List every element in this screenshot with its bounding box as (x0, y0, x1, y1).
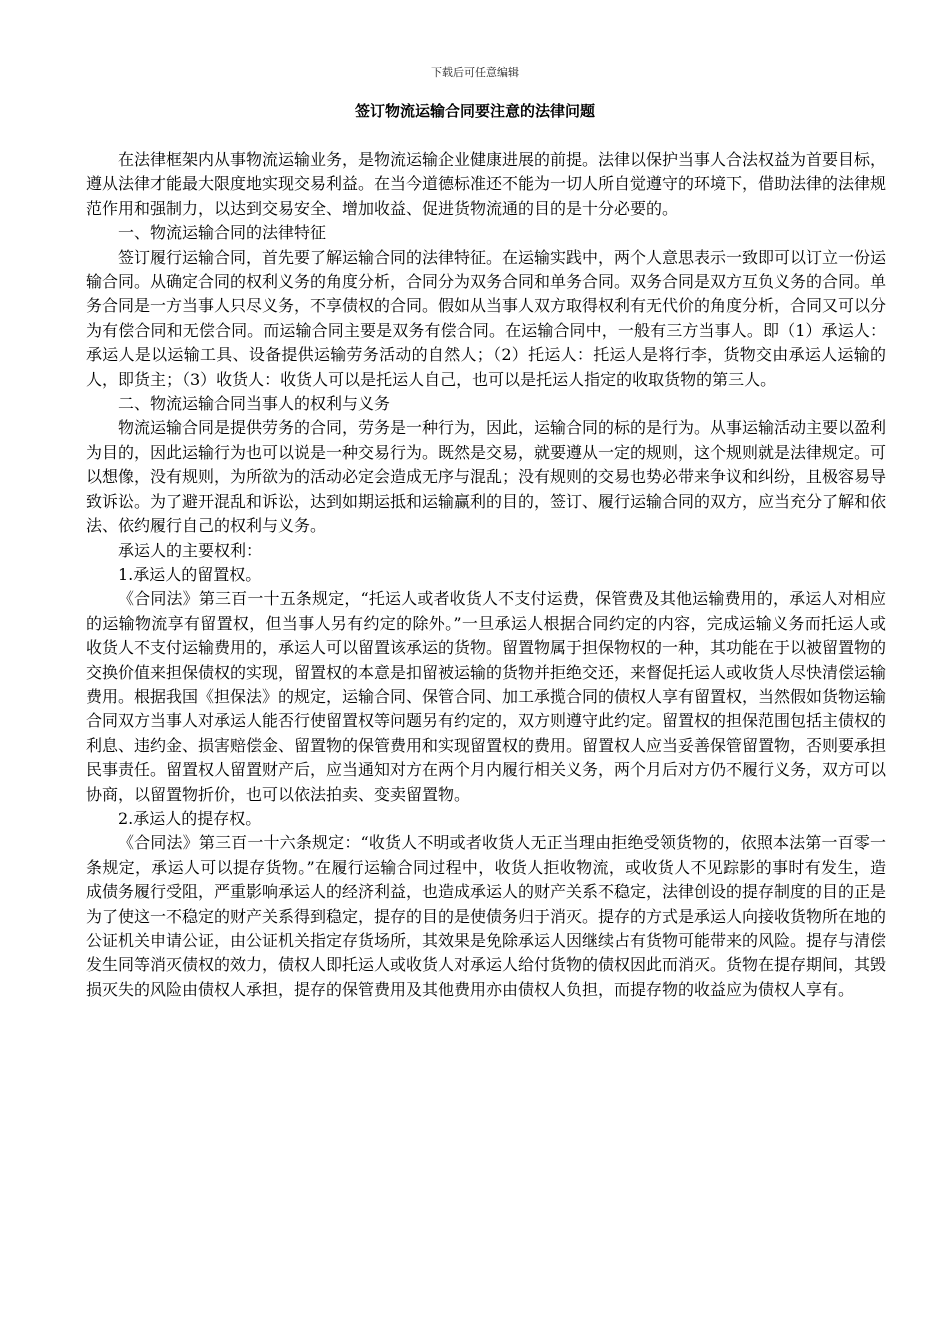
subheading-lien-right: 1.承运人的留置权。 (118, 564, 262, 584)
paragraph-deposit-right: 《合同法》第三百一十六条规定：“收货人不明或者收货人无正当理由拒绝受领货物的，依照本法第一百零一条规定，承运人可以提存货物。”在履行运输合同过程中，收货人拒收物流，或收货人不见踪影的事时有发生，造成债务履行受阻，严重影响承运人的经济利益，也造成承运人的财产关系不稳定，法律创设的提存制度的目的正是为了使这一不稳定的财产关系得到稳定，提存的目的是使债务归于消灭。提存的方式是承运人向接收货物所在地的公证机关申请公证，由公证机关指定存货场所，其效果是免除承运人因继续占有货物可能带来的风险。提存与清偿发生同等消灭债权的效力，债权人即托运人或收货人对承运人给付货物的债权因此而消灭。货物在提存期间，其毁损灭失的风险由债权人承担，提存的保管费用及其他费用亦由债权人负担，而提存物的收益应为债权人享有。 (86, 833, 887, 999)
paragraph-section-1: 签订履行运输合同，首先要了解运输合同的法律特征。在运输实践中，两个人意思表示一致即可以订立一份运输合同。从确定合同的权利义务的角度分析，合同分为双务合同和单务合同。双务合同是双方互负义务的合同。单务合同是一方当事人只尽义务，不享债权的合同。假如从当事人双方取得权利有无代价的角度分析，合同又可以分为有偿合同和无偿合同。而运输合同主要是双务有偿合同。在运输合同中，一般有三方当事人。即（1）承运人：承运人是以运输工具、设备提供运输劳务活动的自然人；（2）托运人：托运人是将行李，货物交由承运人运输的人，即货主；（3）收货人：收货人可以是托运人自己，也可以是托运人指定的收取货物的第三人。 (86, 247, 887, 389)
subheading-carrier-rights: 承运人的主要权利： (118, 540, 263, 560)
header-note: 下载后可任意编辑 (431, 66, 519, 79)
document-title: 签订物流运输合同要注意的法律问题 (354, 102, 595, 120)
section-heading-2: 二、物流运输合同当事人的权利与义务 (118, 394, 391, 414)
document-body (86, 148, 886, 1002)
subheading-deposit-right: 2.承运人的提存权。 (118, 808, 262, 828)
paragraph-section-2: 物流运输合同是提供劳务的合同，劳务是一种行为，因此，运输合同的标的是行为。从事运输活动主要以盈利为目的，因此运输行为也可以说是一种交易行为。既然是交易，就要遵从一定的规则，这个规则就是法律规定。可以想像，没有规则，为所欲为的活动必定会造成无序与混乱；没有规则的交易也势必带来争议和纠纷，且极容易导致诉讼。为了避开混乱和诉讼，达到如期运抵和运输赢利的目的，签订、履行运输合同的双方，应当充分了解和依法、依约履行自己的权利与义务。 (86, 418, 887, 536)
paragraph-lien-right: 《合同法》第三百一十五条规定，“托运人或者收货人不支付运费，保管费及其他运输费用的，承运人对相应的运输物流享有留置权，但当事人另有约定的除外。”一旦承运人根据合同约定的内容，完成运输义务而托运人或收货人不支付运输费用的，承运人可以留置该承运的货物。留置物属于担保物权的一种，其功能在于以被留置物的交换价值来担保债权的实现，留置权的本意是扣留被运输的货物并拒绝交还，来督促托运人或收货人尽快清偿运输费用。根据我国《担保法》的规定，运输合同、保管合同、加工承揽合同的债权人享有留置权，当然假如货物运输合同双方当事人对承运人能否行使留置权等问题另有约定的，双方则遵守此约定。留置权的担保范围包括主债权的利息、违约金、损害赔偿金、留置物的保管费用和实现留置权的费用。留置权人应当妥善保管留置物，否则要承担民事责任。留置权人留置财产后，应当通知对方在两个月内履行相关义务，两个月后对方仍不履行义务，双方可以协商，以留置物折价，也可以依法拍卖、变卖留置物。 (86, 589, 887, 804)
paragraph-intro: 在法律框架内从事物流运输业务，是物流运输企业健康进展的前提。法律以保护当事人合法权益为首要目标，遵从法律才能最大限度地实现交易利益。在当今道德标准还不能为一切人所自觉遵守的环境下，借助法律的法律规范作用和强制力，以达到交易安全、增加收益、促进货物流通的目的是十分必要的。 (86, 150, 887, 218)
section-heading-1: 一、物流运输合同的法律特征 (118, 223, 327, 243)
